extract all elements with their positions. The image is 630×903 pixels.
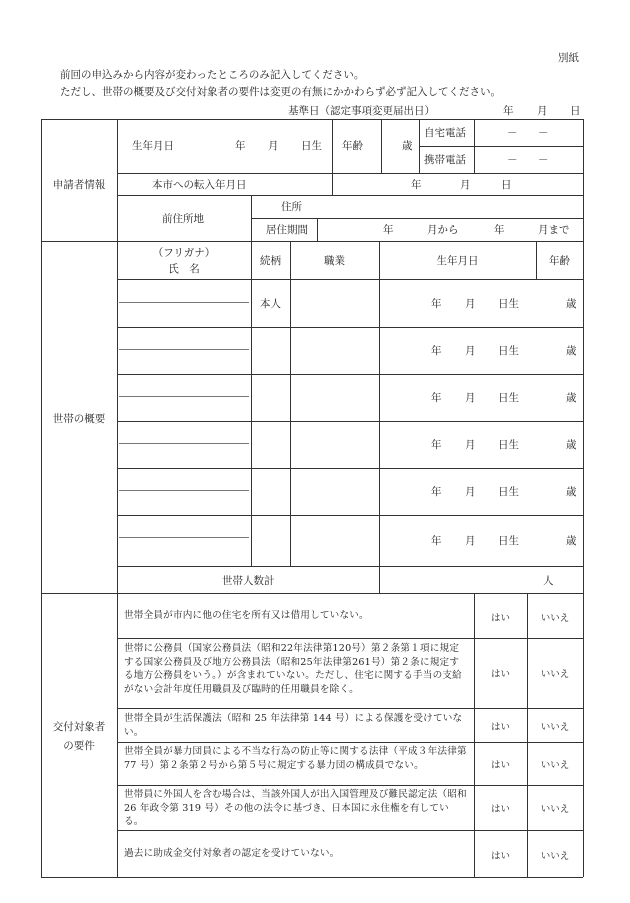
age-label: 年齢	[342, 139, 363, 152]
member-row-5-month: 月	[465, 485, 476, 498]
member-row-1-age: 歳	[566, 297, 577, 310]
requirement-3-no-option[interactable]: いいえ	[540, 722, 570, 733]
member-row-3-age: 歳	[566, 391, 577, 404]
member-row-1-year: 年	[431, 297, 442, 310]
requirement-1-no-option[interactable]: いいえ	[540, 613, 570, 624]
requirement-text-6: 過去に助成金交付対象者の認定を受けていない。	[124, 848, 340, 859]
member-row-5-age: 歳	[566, 485, 577, 498]
base-date-month: 月	[537, 105, 548, 117]
member-row-3-day: 日生	[498, 391, 519, 404]
member-row-1-day: 日生	[498, 297, 519, 310]
applicant-section-label: 申請者情報	[52, 178, 106, 191]
birth-day-unit: 日生	[301, 139, 322, 152]
member-row-4-year: 年	[431, 438, 442, 451]
birth-year-unit: 年	[235, 139, 246, 152]
mobile-phone-dash-2: －	[538, 153, 549, 166]
name-header: 氏 名	[168, 262, 200, 275]
mobile-phone-dash-1: －	[507, 153, 518, 166]
relation-self: 本人	[260, 297, 281, 310]
move-in-day-unit: 日	[501, 178, 512, 191]
requirement-6-yes-option[interactable]: はい	[490, 851, 510, 862]
age-header: 年齢	[549, 254, 570, 267]
member-row-3-month: 月	[465, 391, 476, 404]
member-row-2-age: 歳	[566, 344, 577, 357]
requirement-5-no-option[interactable]: いいえ	[540, 804, 570, 815]
age-unit: 歳	[402, 139, 413, 152]
previous-address-label: 前住所地	[162, 212, 204, 225]
home-phone-label: 自宅電話	[424, 126, 466, 139]
birthdate-header: 生年月日	[436, 254, 479, 267]
requirement-text-2: 世帯に公務員（国家公務員法（昭和22年法律第120号）第２条第１項に規定する国家公務員及び地方公務員法（昭和25年法律第261号）第２条に規定する地方公務員をいう。）が含まれていない。ただし、住宅に関する手当の支給がない会計年度任用職員及び臨時的任用職員を除く。	[124, 643, 462, 695]
requirement-text-1: 世帯全員が市内に他の住宅を所有又は借用していない。	[124, 610, 369, 621]
home-phone-dash-2: －	[538, 126, 549, 139]
period-from-year: 年	[383, 223, 394, 236]
base-date-year: 年	[503, 105, 514, 117]
requirement-5-yes-option[interactable]: はい	[490, 804, 510, 815]
furigana-header: （フリガナ）	[152, 246, 216, 259]
base-date-label: 基準日（認定事項変更届出日）	[288, 105, 435, 117]
move-in-month-unit: 月	[460, 178, 471, 191]
attachment-label: 別紙	[558, 52, 579, 64]
period-to-month: 月まで	[538, 223, 570, 236]
instruction-note-1: 前回の申込みから内容が変わったところのみ記入してください。	[60, 69, 365, 81]
requirement-text-3: 世帯全員が生活保護法（昭和 25 年法律第 144 号）による保護を受けていない。	[124, 713, 463, 738]
period-to-year: 年	[494, 223, 505, 236]
occupation-header: 職業	[324, 254, 345, 267]
member-row-6-year: 年	[431, 534, 442, 547]
member-row-5-day: 日生	[498, 485, 519, 498]
member-row-4-age: 歳	[566, 438, 577, 451]
requirement-4-yes-option[interactable]: はい	[490, 760, 510, 771]
member-row-1-month: 月	[465, 297, 476, 310]
requirement-6-no-option[interactable]: いいえ	[540, 851, 570, 862]
birth-date-label: 生年月日	[132, 139, 174, 152]
member-row-2-year: 年	[431, 344, 442, 357]
requirement-text-4: 世帯全員が暴力団員による不当な行為の防止等に関する法律（平成３年法律第 77 号）第２条第２号から第５号に規定する暴力団の構成員でない。	[124, 746, 467, 771]
member-row-2-month: 月	[465, 344, 476, 357]
member-row-6-day: 日生	[498, 534, 519, 547]
birth-month-unit: 月	[268, 139, 279, 152]
member-row-5-year: 年	[431, 485, 442, 498]
household-count-label: 世帯人数計	[222, 574, 275, 587]
residence-period-label: 居住期間	[266, 223, 308, 236]
requirements-section-label-1: 交付対象者	[52, 720, 106, 733]
move-in-date-label: 本市への転入年月日	[152, 178, 247, 191]
requirement-1-yes-option[interactable]: はい	[490, 613, 510, 624]
household-count-unit: 人	[543, 574, 554, 587]
relation-header: 続柄	[260, 254, 281, 267]
member-row-4-day: 日生	[498, 438, 519, 451]
address-label: 住所	[281, 200, 302, 213]
move-in-year-unit: 年	[411, 178, 422, 191]
mobile-phone-label: 携帯電話	[424, 153, 466, 166]
member-row-4-month: 月	[465, 438, 476, 451]
requirement-3-yes-option[interactable]: はい	[490, 722, 510, 733]
home-phone-dash-1: －	[507, 126, 518, 139]
member-row-6-month: 月	[465, 534, 476, 547]
requirement-2-no-option[interactable]: いいえ	[540, 669, 570, 680]
requirements-section-label-2: の要件	[63, 739, 95, 752]
requirement-text-5: 世帯員に外国人を含む場合は、当該外国人が出入国管理及び難民認定法（昭和 26 年政令第 319 号）その他の法令に基づき、日本国に永住権を有している。	[124, 789, 467, 828]
member-row-2-day: 日生	[498, 344, 519, 357]
base-date-day: 日	[570, 105, 581, 117]
member-row-6-age: 歳	[566, 534, 577, 547]
instruction-note-2: ただし、世帯の概要及び交付対象者の要件は変更の有無にかかわらず必ず記入してください。	[60, 86, 501, 98]
requirement-4-no-option[interactable]: いいえ	[540, 760, 570, 771]
member-row-3-year: 年	[431, 391, 442, 404]
requirement-2-yes-option[interactable]: はい	[490, 669, 510, 680]
household-section-label: 世帯の概要	[52, 412, 106, 425]
period-from-month: 月から	[427, 223, 459, 236]
